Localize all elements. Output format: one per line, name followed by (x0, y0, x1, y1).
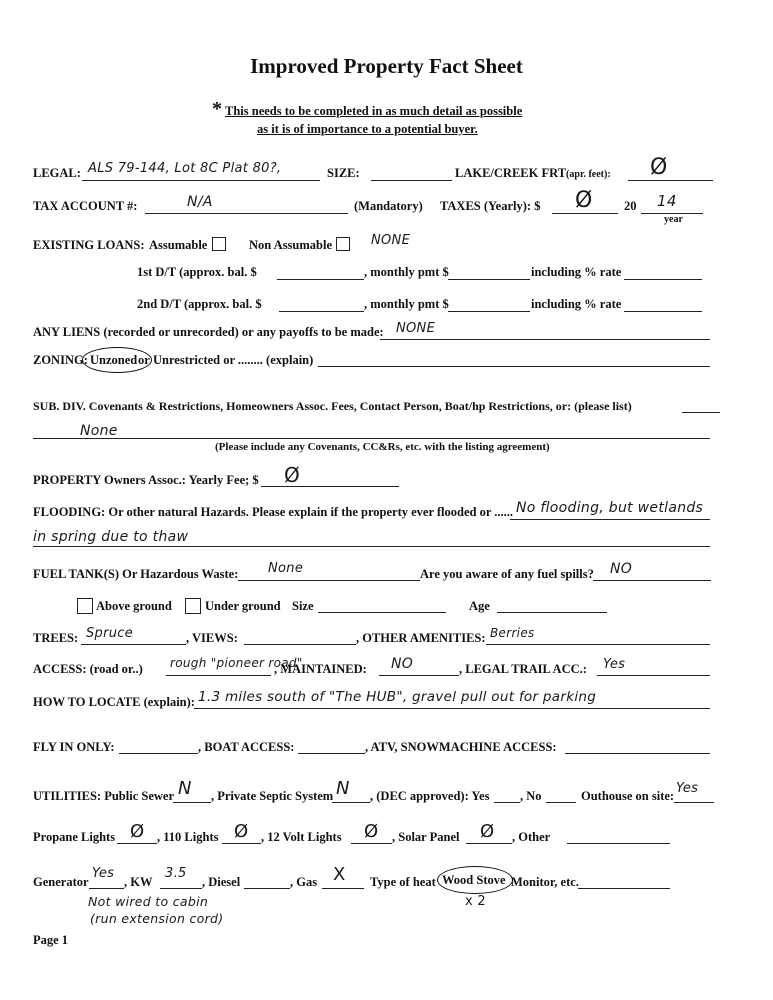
amenities-line (486, 644, 710, 645)
septic-line (332, 802, 370, 803)
atv-access-label: , ATV, SNOWMACHINE ACCESS: (365, 740, 557, 754)
lake-creek-label: LAKE/CREEK FRT(apr. feet): (455, 166, 611, 180)
tax-account-value[interactable]: N/A (187, 194, 213, 210)
first-dt-rate-label: including % rate (531, 265, 622, 279)
second-dt-monthly-line[interactable] (448, 311, 530, 312)
fly-in-label: FLY IN ONLY: (33, 740, 115, 754)
year-prefix: 20 (624, 199, 637, 213)
propane-lights-line (117, 843, 157, 844)
kw-value[interactable]: 3.5 (165, 866, 187, 881)
type-of-heat-label: Type of heat (370, 875, 436, 889)
flooding-line-2 (33, 546, 710, 547)
legal-line (82, 180, 320, 181)
second-dt-label: 2nd D/T (approx. bal. $ (137, 297, 262, 311)
tank-age-line[interactable] (497, 612, 607, 613)
public-sewer-value[interactable]: N (178, 778, 192, 799)
zoning-rest-label: Unrestricted or ........ (explain) (153, 353, 314, 367)
fuel-spills-label: Are you aware of any fuel spills? (420, 567, 594, 581)
legal-trail-label: , LEGAL TRAIL ACC.: (459, 662, 587, 676)
septic-value[interactable]: N (336, 778, 350, 799)
instructions-line-2: as it is of importance to a potential buyer. (257, 122, 478, 136)
amenities-label: , OTHER AMENITIES: (356, 631, 486, 645)
lights-110-label: , 110 Lights (157, 830, 219, 844)
zoning-line[interactable] (318, 366, 710, 367)
instructions-asterisk: * (212, 98, 222, 120)
legal-value[interactable]: ALS 79-144, Lot 8C Plat 80?, (88, 161, 282, 176)
fly-in-line[interactable] (119, 753, 198, 754)
first-dt-balance-line[interactable] (277, 279, 364, 280)
page-number: Page 1 (33, 933, 69, 947)
assumable-checkbox[interactable] (212, 237, 226, 251)
generator-label: Generator (33, 875, 89, 889)
instructions-line-1: This needs to be completed in as much detail as possible (225, 104, 523, 118)
lights-110-line (222, 843, 261, 844)
heat-count-value[interactable]: x 2 (465, 894, 486, 909)
public-sewer-line (173, 802, 211, 803)
dec-no-label: , No (520, 789, 542, 803)
generator-note-2[interactable]: (run extension cord) (90, 911, 224, 926)
flooding-value-2[interactable]: in spring due to thaw (33, 529, 189, 545)
under-ground-label: Under ground (205, 599, 281, 613)
liens-label: ANY LIENS (recorded or unrecorded) or any payoffs to be made: (33, 325, 384, 339)
legal-trail-value[interactable]: Yes (603, 657, 626, 672)
subdiv-line-1[interactable] (682, 412, 720, 413)
access-label: ACCESS: (road or..) (33, 662, 143, 676)
mandatory-label: (Mandatory) (354, 199, 423, 213)
liens-value[interactable]: NONE (396, 321, 436, 336)
views-line[interactable] (244, 644, 356, 645)
dec-approved-label: , (DEC approved): Yes (370, 789, 490, 803)
first-dt-label: 1st D/T (approx. bal. $ (137, 265, 257, 279)
taxes-line (552, 213, 618, 214)
existing-loans-label: EXISTING LOANS: (33, 238, 145, 252)
access-value[interactable]: rough "pioneer road" (170, 656, 303, 670)
solar-panel-line (466, 843, 512, 844)
heat-rest-label: Monitor, etc. (511, 875, 579, 889)
owners-assoc-line (261, 486, 399, 487)
non-assumable-checkbox[interactable] (336, 237, 350, 251)
septic-label: , Private Septic System (211, 789, 334, 803)
solar-panel-label: , Solar Panel (392, 830, 460, 844)
boat-access-line[interactable] (298, 753, 365, 754)
lights-12v-value[interactable]: Ø (364, 821, 379, 842)
maintained-value[interactable]: NO (391, 656, 414, 672)
fuel-line (238, 580, 420, 581)
outhouse-label: Outhouse on site: (581, 789, 675, 803)
propane-lights-label: Propane Lights (33, 830, 116, 844)
subdiv-note: (Please include any Covenants, CC&Rs, etc. with the listing agreement) (215, 441, 550, 453)
amenities-value[interactable]: Berries (490, 626, 535, 640)
zoning-or: or (138, 353, 150, 367)
liens-line (380, 339, 710, 340)
solar-panel-value[interactable]: Ø (480, 821, 495, 842)
generator-value[interactable]: Yes (92, 866, 115, 881)
propane-lights-value[interactable]: Ø (130, 821, 145, 842)
other-lights-label: , Other (512, 830, 551, 844)
above-ground-checkbox[interactable] (77, 598, 93, 614)
subdiv-label: SUB. DIV. Covenants & Restrictions, Homeowners Assoc. Fees, Contact Person, Boat/hp Restrictions, or: (please list) (33, 399, 632, 413)
size-line[interactable] (371, 180, 452, 181)
gas-label: , Gas (290, 875, 318, 889)
heat-circled-option[interactable]: Wood Stove (442, 873, 506, 887)
page-title: Improved Property Fact Sheet (250, 54, 523, 78)
fuel-spills-value[interactable]: NO (610, 561, 633, 577)
how-to-locate-line (194, 708, 710, 709)
generator-note-1[interactable]: Not wired to cabin (88, 894, 209, 909)
first-dt-monthly-line[interactable] (448, 279, 530, 280)
heat-line[interactable] (578, 888, 670, 889)
how-to-locate-label: HOW TO LOCATE (explain): (33, 695, 195, 709)
legal-label: LEGAL: (33, 166, 81, 180)
legal-trail-line (597, 675, 710, 676)
zoning-label: ZONING: (33, 353, 88, 367)
lake-creek-line[interactable] (628, 180, 713, 181)
fuel-value[interactable]: None (268, 561, 304, 576)
views-label: , VIEWS: (186, 631, 238, 645)
tank-age-label: Age (469, 599, 490, 613)
kw-line (160, 888, 202, 889)
second-dt-rate-line[interactable] (624, 311, 702, 312)
generator-line (89, 888, 124, 889)
atv-access-line[interactable] (565, 753, 710, 754)
trees-value[interactable]: Spruce (86, 626, 134, 641)
kw-label: , KW (124, 875, 153, 889)
second-dt-rate-label: including % rate (531, 297, 622, 311)
taxes-label: TAXES (Yearly): $ (440, 199, 541, 213)
lights-12v-line (351, 843, 392, 844)
tax-account-label: TAX ACCOUNT #: (33, 199, 138, 213)
flooding-label: FLOODING: Or other natural Hazards. Please explain if the property ever flooded or ...... (33, 505, 514, 519)
gas-value[interactable]: X (333, 864, 346, 885)
owners-assoc-value[interactable]: Ø (284, 463, 301, 487)
access-line (166, 675, 271, 676)
dec-yes-line[interactable] (494, 802, 520, 803)
existing-loans-value[interactable]: NONE (371, 233, 411, 248)
diesel-label: , Diesel (202, 875, 241, 889)
boat-access-label: , BOAT ACCESS: (198, 740, 295, 754)
owners-assoc-label: PROPERTY Owners Assoc.: Yearly Fee; $ (33, 473, 259, 487)
dec-no-line[interactable] (546, 802, 576, 803)
size-label: SIZE: (327, 166, 360, 180)
maintained-line (379, 675, 459, 676)
tank-size-line[interactable] (318, 612, 446, 613)
lights-12v-label: , 12 Volt Lights (261, 830, 342, 844)
second-dt-balance-line[interactable] (279, 311, 364, 312)
flooding-line-1 (510, 519, 710, 520)
lake-creek-value[interactable]: Ø (650, 155, 668, 180)
under-ground-checkbox[interactable] (185, 598, 201, 614)
gas-line (322, 888, 364, 889)
assumable-label: Assumable (149, 238, 208, 252)
fuel-label: FUEL TANK(S) Or Hazardous Waste: (33, 567, 239, 581)
other-lights-line[interactable] (567, 843, 670, 844)
year-caption: year (664, 214, 683, 225)
maintained-label: , MAINTAINED: (274, 662, 367, 676)
flooding-value-1[interactable]: No flooding, but wetlands (516, 500, 704, 516)
outhouse-line (674, 802, 714, 803)
first-dt-monthly-label: , monthly pmt $ (364, 265, 449, 279)
trees-label: TREES: (33, 631, 79, 645)
outhouse-value[interactable]: Yes (676, 781, 699, 796)
tank-size-label: Size (292, 599, 314, 613)
subdiv-value[interactable]: None (80, 423, 118, 439)
second-dt-monthly-label: , monthly pmt $ (364, 297, 449, 311)
subdiv-line-2 (33, 438, 710, 439)
taxes-value[interactable]: Ø (575, 188, 593, 213)
lights-110-value[interactable]: Ø (234, 821, 249, 842)
above-ground-label: Above ground (96, 599, 172, 613)
fuel-spills-line (593, 580, 711, 581)
non-assumable-label: Non Assumable (249, 238, 333, 252)
public-sewer-label: UTILITIES: Public Sewer (33, 789, 174, 803)
how-to-locate-value[interactable]: 1.3 miles south of "The HUB", gravel pull out for parking (198, 689, 597, 705)
year-value[interactable]: 14 (657, 192, 677, 210)
trees-line (81, 644, 186, 645)
first-dt-rate-line[interactable] (624, 279, 702, 280)
diesel-line[interactable] (244, 888, 290, 889)
zoning-circled-option[interactable]: Unzoned (90, 353, 138, 367)
tax-account-line (145, 213, 348, 214)
